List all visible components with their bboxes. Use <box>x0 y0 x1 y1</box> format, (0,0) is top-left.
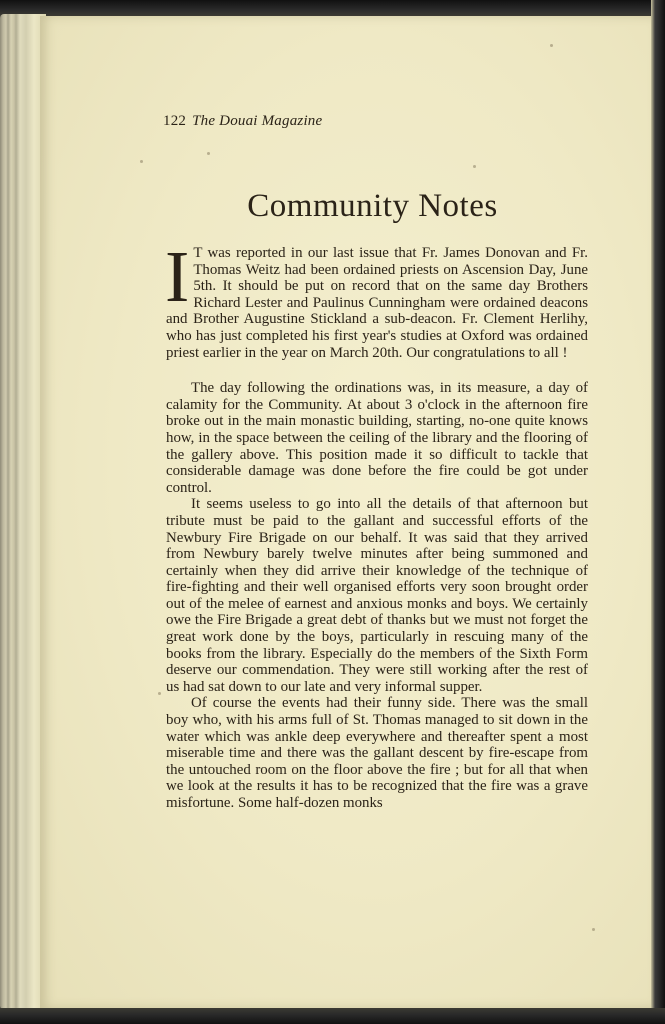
paper-speck <box>158 692 161 695</box>
paragraph-text: T was reported in our last issue that Fr. James Donovan and Fr. Thomas Weitz had been ordained priests on Ascension Day, June 5th. It should be put on record that on the same day Brothers Richard Lester and Paulinus Cunningham were ordained deacons and Brother Augustine Stickland a sub-deacon. Fr. Clement Herlihy, who has just completed his first year's studies at Oxford was ordained priest earlier in the year on March 20th. Our congratulations to all ! <box>166 245 588 361</box>
paragraph: Of course the events had their funny side. There was the small boy who, with his arms full of St. Thomas managed to sit down in the water which was ankle deep everywhere and thereafter spent a most miserable time and there was the gallant descent by fire-escape from the untouched room on the floor above the fire ; but for all that when we look at the results it has to be recognized that the fire was a grave misfortune. Some half-dozen monks <box>166 695 588 811</box>
drop-cap: I <box>165 236 190 317</box>
scan-right-border <box>651 0 665 1024</box>
paper-speck <box>550 44 553 47</box>
paragraph <box>165 236 588 361</box>
running-head <box>163 113 322 130</box>
page-number: 122 <box>163 113 187 129</box>
article-title: Community Notes <box>247 188 498 224</box>
paper-speck <box>473 165 476 168</box>
article-body <box>165 236 588 812</box>
scan-top-border <box>0 0 665 16</box>
paper-speck <box>592 928 595 931</box>
paragraph: It seems useless to go into all the details of that afternoon but tribute must be paid to the gallant and successful efforts of the Newbury Fire Brigade on our behalf. It was said that they arrived from Newbury barely twelve minutes after being summoned and certainly when they did arrive their knowledge of the technique of fire-fighting and their well organised efforts very soon brought order out of the melee of earnest and anxious monks and boys. We certainly owe the Fire Brigade a great debt of thanks but we must not forget the great work done by the boys, particularly in rescuing many of the books from the library. Especially do the members of the Sixth Form deserve our commendation. They were still working after the rest of us had sat down to our late and very informal supper. <box>166 496 588 695</box>
paper-speck <box>140 160 143 163</box>
publication-title: The Douai Magazine <box>192 113 323 129</box>
paper-speck <box>207 152 210 155</box>
scan-bottom-border <box>0 1008 665 1024</box>
paragraph: The day following the ordinations was, in its measure, a day of calamity for the Community. At about 3 o'clock in the afternoon fire broke out in the main monastic building, starting, no-one quite knows how, in the space between the ceiling of the library and the flooring of the gallery above. This position made it so difficult to tackle that considerable damage was done before the fire could be got under control. <box>166 380 588 496</box>
